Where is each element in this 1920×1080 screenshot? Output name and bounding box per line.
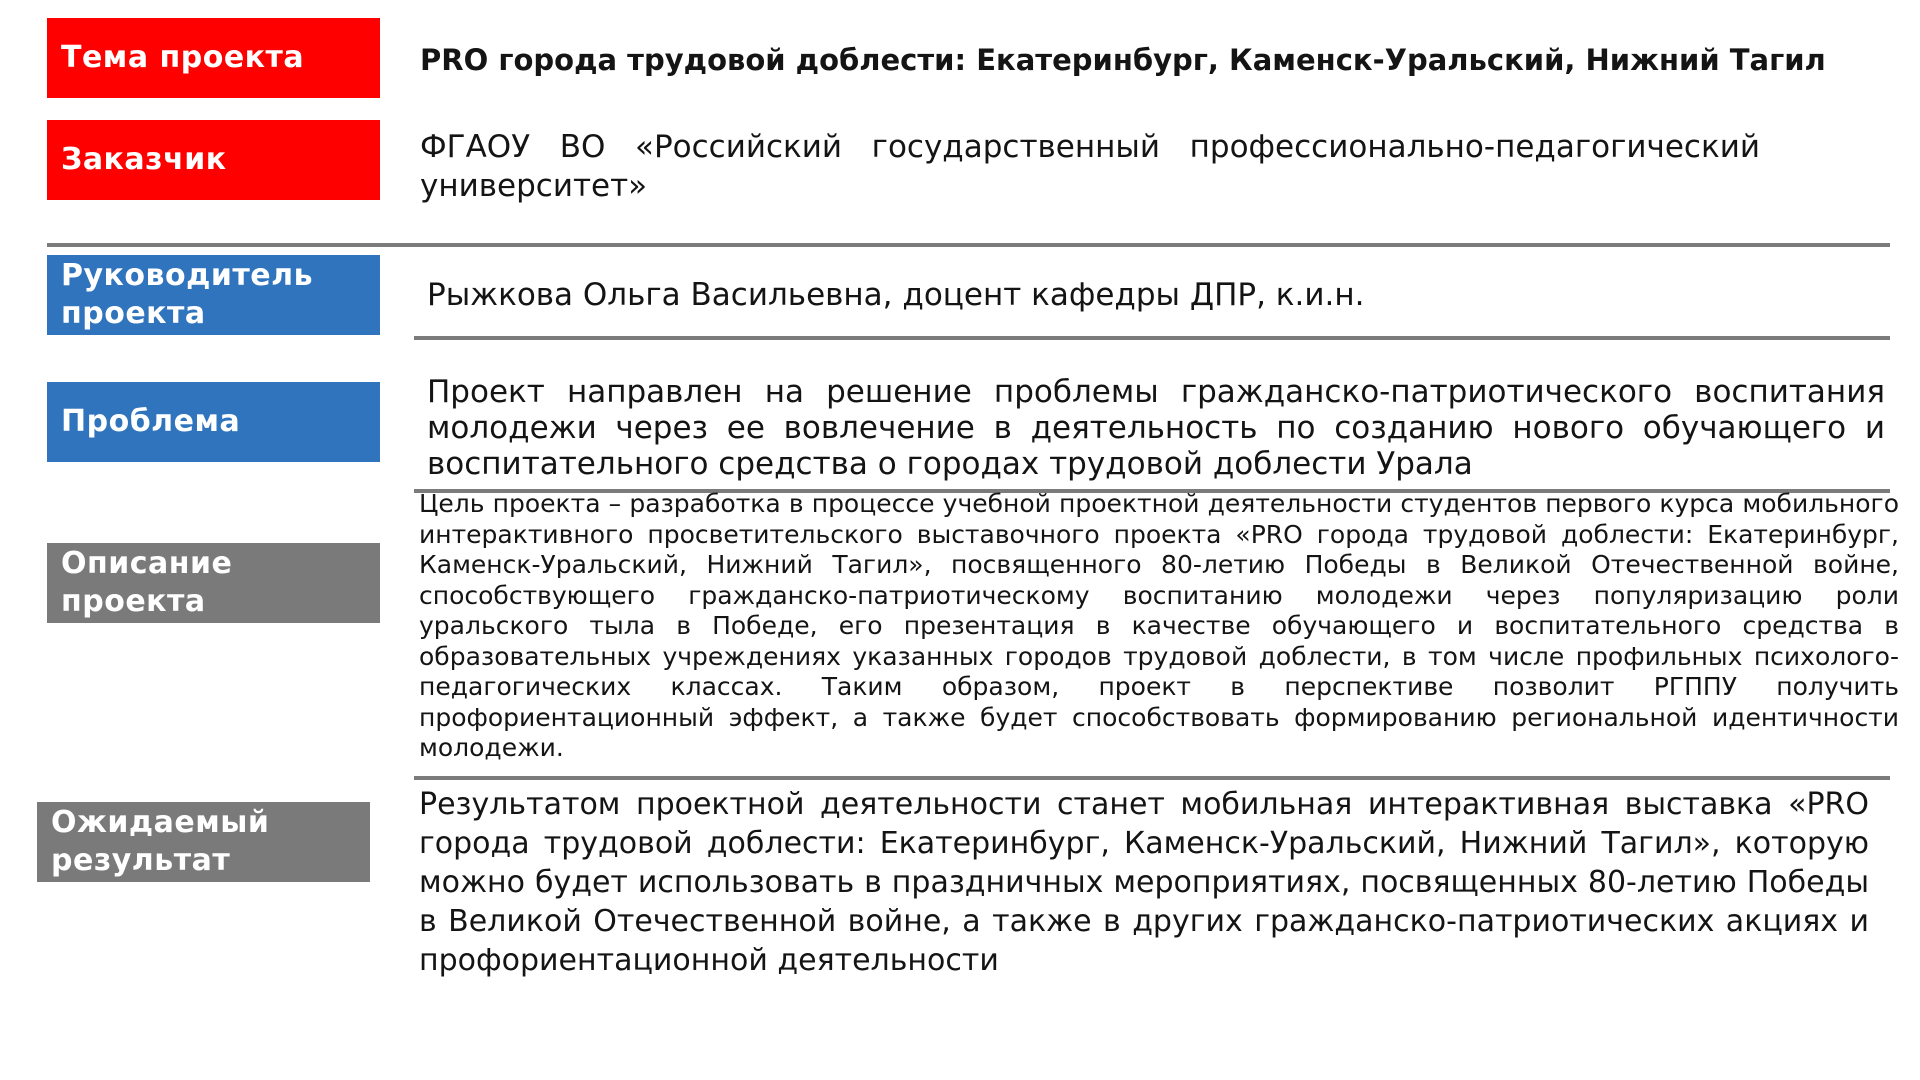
label-problem (47, 382, 380, 462)
label-customer (47, 120, 380, 200)
label-topic (47, 18, 380, 98)
label-result (37, 802, 370, 882)
divider-rule (414, 776, 1890, 780)
label-problem-text: Проблема (61, 404, 241, 439)
label-topic-text: Тема проекта (61, 40, 305, 75)
label-description-text: Описание проекта (61, 546, 233, 619)
label-customer-text: Заказчик (61, 142, 227, 177)
customer-text: ФГАОУ ВО «Российский государственный профессионально-педагогический университет» (420, 129, 1760, 204)
topic-text: PRO города трудовой доблести: Екатеринбург, Каменск-Уральский, Нижний Тагил (420, 43, 1826, 77)
divider-rule (414, 336, 1890, 340)
label-result-text: Ожидаемый результат (51, 805, 270, 878)
label-leader (47, 255, 380, 335)
divider-rule (47, 243, 1890, 247)
problem-text: Проект направлен на решение проблемы гражданско-патриотического воспитания молодежи через ее вовлечение в деятельность по созданию нового обучающего и воспитательного средства о городах трудовой доблести Урала (427, 374, 1885, 482)
leader-text: Рыжкова Ольга Васильевна, доцент кафедры ДПР, к.и.н. (427, 277, 1365, 313)
result-text: Результатом проектной деятельности станет мобильная интерактивная выставка «PRO города трудовой доблести: Екатеринбург, Каменск-Уральский, Нижний Тагил», которую можно будет использовать в праздничных мероприятиях, посвященных 80-летию Победы в Великой Отечественной войне, а также в других гражданско-патриотических акциях и профориентационной деятельности (419, 787, 1869, 978)
label-leader-text: Руководитель проекта (61, 258, 314, 331)
description-text: Цель проекта – разработка в процессе учебной проектной деятельности студентов первого курса мобильного интерактивного просветительского выставочного проекта «PRO города трудовой доблести: Екатеринбург, Каменск-Уральский, Нижний Тагил», посвященного 80-летию Победы в Великой Отечественной войне, способствующего гражданско-патриотическому воспитанию молодежи через популяризацию роли уральского тыла в Победе, его презентация в качестве обучающего и воспитательного средства в образовательных учреждениях указанных городов трудовой доблести, в том числе профильных психолого-педагогических классах. Таким образом, проект в перспективе позволит РГППУ получить профориентационный эффект, а также будет способствовать формированию региональной идентичности молодежи. (419, 489, 1899, 762)
label-description (47, 543, 380, 623)
